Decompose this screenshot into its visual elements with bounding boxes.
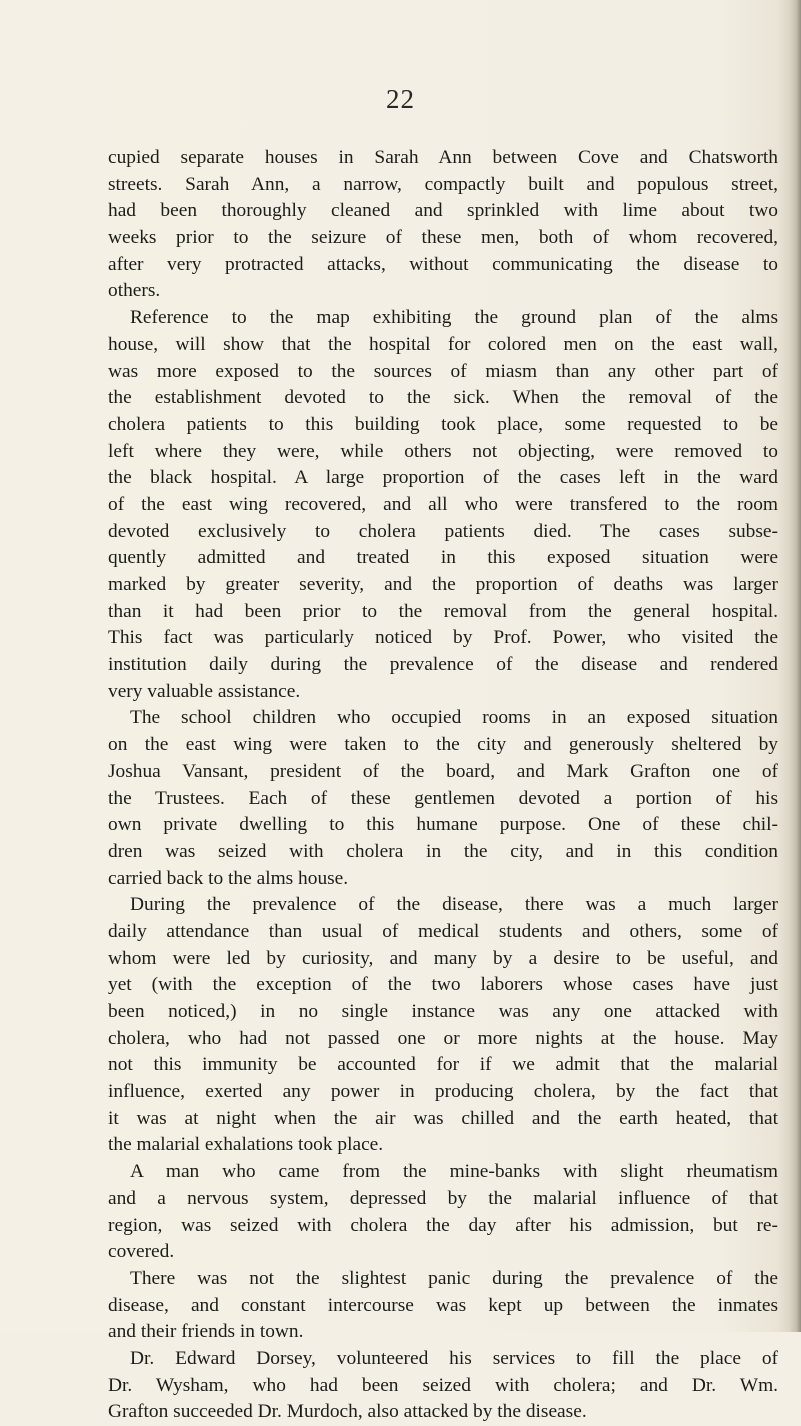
paragraph (108, 305, 778, 705)
text-line: been noticed,) in no single instance was any one attacked with (108, 1001, 778, 1022)
text-line: During the prevalence of the disease, there was a much larger (130, 894, 778, 916)
text-line: Dr. Wysham, who had been seized with cholera; and Dr. Wm. (108, 1374, 778, 1396)
text-line: influence, exerted any power in producing cholera, by the fact that (108, 1081, 778, 1103)
text-line: the black hospital. A large proportion of the cases left in the ward (108, 467, 778, 489)
text-line: cupied separate houses in Sarah Ann between Cove and Chatsworth (108, 147, 778, 168)
paragraph (108, 1159, 778, 1266)
text-line: devoted exclusively to cholera patients died. The cases subse- (108, 520, 778, 542)
text-line: the Trustees. Each of these gentlemen devoted a portion of his (108, 787, 778, 809)
body-text (108, 145, 778, 1426)
text-line: streets. Sarah Ann, a narrow, compactly built and populous street, (108, 173, 778, 195)
text-line: daily attendance than usual of medical students and others, some of (108, 920, 778, 942)
text-line: than it had been prior to the removal from the general hospital. (108, 600, 778, 622)
text-line: quently admitted and treated in this exposed situation were (108, 547, 778, 569)
text-line: carried back to the alms house. (108, 867, 349, 889)
text-line: of the east wing recovered, and all who were transfered to the room (108, 493, 778, 515)
text-line: whom were led by curiosity, and many by a desire to be useful, and (108, 947, 778, 969)
page-edge-shadow (789, 0, 801, 1332)
paragraph (108, 145, 778, 305)
text-line: weeks prior to the seizure of these men, both of whom recovered, (108, 227, 778, 249)
paragraph (108, 705, 778, 892)
text-line: after very protracted attacks, without communicating the disease to (108, 253, 778, 275)
text-line: very valuable assistance. (108, 680, 301, 702)
text-line: cholera patients to this building took place, some requested to be (108, 413, 778, 435)
text-line: the establishment devoted to the sick. When the removal of the (108, 387, 778, 409)
text-line: house, will show that the hospital for colored men on the east wall, (108, 333, 778, 355)
text-line: covered. (108, 1241, 175, 1263)
paragraph (108, 1346, 778, 1426)
text-line: was more exposed to the sources of miasm than any other part of (108, 360, 778, 382)
text-line: cholera, who had not passed one or more nights at the house. May (108, 1027, 778, 1049)
text-line: region, was seized with cholera the day after his admission, but re- (108, 1214, 778, 1236)
text-line: Dr. Edward Dorsey, volunteered his services to fill the place of (130, 1347, 778, 1369)
text-line: left where they were, while others not objecting, were removed to (108, 440, 778, 462)
text-line: on the east wing were taken to the city and generously sheltered by (108, 734, 778, 756)
text-line: Reference to the map exhibiting the ground plan of the alms (130, 307, 778, 329)
text-line: marked by greater severity, and the proportion of deaths was larger (108, 574, 778, 595)
text-line: Grafton succeeded Dr. Murdoch, also attacked by the disease. (108, 1401, 587, 1423)
text-line: it was at night when the air was chilled and the earth heated, that (108, 1107, 778, 1129)
text-line: This fact was particularly noticed by Prof. Power, who visited the (108, 627, 778, 649)
text-line: and a nervous system, depressed by the malarial influence of that (108, 1187, 778, 1209)
text-line: had been thoroughly cleaned and sprinkled with lime about two (108, 200, 778, 222)
text-line: A man who came from the mine-banks with slight rheumatism (130, 1161, 778, 1183)
text-line: and their friends in town. (108, 1321, 304, 1343)
text-line: institution daily during the prevalence of the disease and rendered (108, 654, 778, 676)
text-line: Joshua Vansant, president of the board, and Mark Grafton one of (108, 760, 778, 782)
paragraph (108, 892, 778, 1159)
text-line: others. (108, 280, 161, 302)
text-line: The school children who occupied rooms in an exposed situation (130, 707, 778, 729)
text-line: yet (with the exception of the two laborers whose cases have just (108, 974, 778, 996)
text-line: not this immunity be accounted for if we admit that the malarial (108, 1054, 778, 1076)
text-line: own private dwelling to this humane purpose. One of these chil- (108, 814, 778, 836)
text-line: the malarial exhalations took place. (108, 1134, 384, 1156)
paragraph (108, 1266, 778, 1346)
text-line: There was not the slightest panic during the prevalence of the (130, 1267, 778, 1289)
text-line: disease, and constant intercourse was kept up between the inmates (108, 1294, 778, 1316)
page-number: 22 (386, 84, 415, 114)
text-line: dren was seized with cholera in the city, and in this condition (108, 840, 778, 862)
